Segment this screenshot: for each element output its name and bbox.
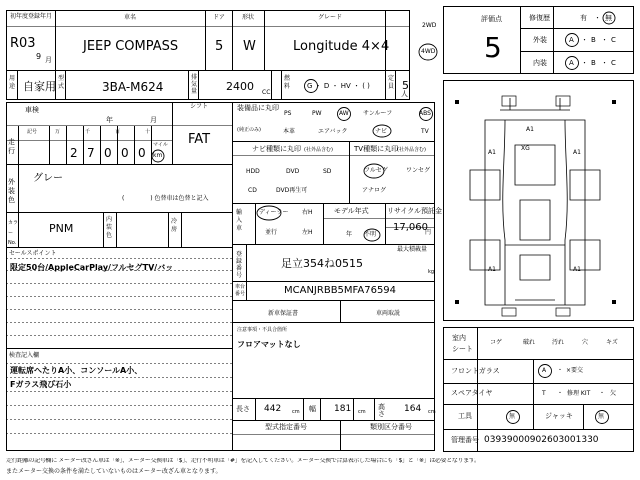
tools-value: 無 <box>509 413 516 420</box>
type-no-label: 型式指定番号 <box>265 423 307 431</box>
exterior-color: グレー <box>33 173 63 184</box>
front-glass-replace: ×要交 <box>566 367 584 374</box>
spare-sep2: ・ <box>599 390 606 397</box>
grade-label: グレード <box>318 14 343 21</box>
interior-grade-sep2: ・ <box>601 59 608 67</box>
import-parallel: 並行 <box>265 229 278 236</box>
import-right: 右H <box>302 209 313 216</box>
diagram-mark-6: A1 <box>573 266 581 273</box>
yen-unit: 円 <box>425 229 432 236</box>
model-year-unit: 年 <box>346 231 353 238</box>
history-yes: 有 <box>580 14 587 22</box>
cooling-label: 冷房 <box>171 218 178 233</box>
diagram-mark-1: A1 <box>526 126 534 133</box>
tv-oneseg: ワンセグ <box>406 167 431 174</box>
mileage-digits-header: 万 千 百 十 <box>55 129 161 135</box>
nav-cd: CD <box>248 187 257 194</box>
doors: 5 <box>215 39 224 54</box>
usage: 自家用 <box>23 80 56 93</box>
height-unit: cm <box>428 409 436 415</box>
interior-grade-sep1: ・ <box>581 59 588 67</box>
width-unit: cm <box>358 409 366 415</box>
exterior-label: 外装色 <box>8 178 15 204</box>
reg-no-label: 登録番号 <box>236 251 243 279</box>
capacity-label: 定員 <box>388 75 395 90</box>
footer-line2: またメーター交換の条件を満たしていないものはメーター改ざん車となります。 <box>6 468 222 475</box>
sales-point-label: セールスポイント <box>9 250 57 257</box>
cc-unit: CC <box>262 89 271 96</box>
mileage-header: 記号 <box>27 129 38 135</box>
exterior-grade-sep2: ・ <box>601 36 608 44</box>
spare-tire-label: スペアタイヤ <box>451 389 493 397</box>
first-reg-label: 初年度登録年月 <box>10 13 53 20</box>
width-label: 幅 <box>309 405 316 413</box>
shift: FAT <box>188 132 211 147</box>
inspection-label: 車検 <box>25 106 39 114</box>
inspector-line1: 運転席へたりA小、コンソールA小、 <box>10 366 143 375</box>
drive-4wd: 4WD <box>421 48 436 55</box>
history-label: 修復歴 <box>529 14 550 22</box>
notes-label: 注意事項・不具合箇所 <box>237 327 288 333</box>
fuel-label: 燃料 <box>284 75 291 90</box>
color-code-label: カラー No. <box>8 220 19 246</box>
nav-dvd: DVD <box>286 168 300 175</box>
recycle-fee-label: リサイクル預託金 <box>387 207 443 215</box>
equip-tv: TV <box>421 128 429 135</box>
length-unit: cm <box>292 409 300 415</box>
exterior-grade-sep1: ・ <box>581 36 588 44</box>
class-no-label: 類別区分番号 <box>370 423 412 431</box>
nav-hdd: HDD <box>246 168 260 175</box>
first-reg-month: 9 <box>36 52 42 61</box>
tools-label: 工具 <box>458 412 472 420</box>
equipment-title: 装備品に丸印 <box>237 104 279 112</box>
car-name-label: 車名 <box>124 14 137 21</box>
equip-sunroof: サンルーフ <box>363 110 393 117</box>
spare-kit: 修理 KIT <box>567 390 591 397</box>
mileage-digit-5: 0 <box>138 146 146 160</box>
height-label: 高さ <box>378 403 385 418</box>
sheet-scratch: キズ <box>606 339 618 346</box>
front-glass-label: フロントガラス <box>451 367 500 375</box>
exterior-grade-c: C <box>611 36 616 44</box>
equip-leather: 本革 <box>283 128 296 135</box>
inspection-month: 月 <box>150 116 157 124</box>
spare-sep1: ・ <box>557 390 564 397</box>
shape-label: 形状 <box>242 14 255 21</box>
score-label: 評価点 <box>481 15 502 23</box>
model-year-label: モデル年式 <box>334 207 369 215</box>
manual-label: 車両取説 <box>376 310 401 317</box>
nav-note: (社外品含む) <box>304 147 333 153</box>
exterior-grade-b: B <box>591 36 596 44</box>
score: 5 <box>484 31 502 64</box>
car-name: JEEP COMPASS <box>83 39 179 54</box>
sheet-label: 室内 シート <box>452 334 473 353</box>
recycle-fee: 17,060 <box>393 222 428 233</box>
month-unit: 月 <box>45 56 52 64</box>
interior-grade-a: A <box>569 59 574 67</box>
spare-none: 欠 <box>610 390 617 397</box>
exterior-grade-label: 外装 <box>533 36 547 44</box>
vin: MCANJRBB5MFA76594 <box>284 285 397 296</box>
equip-navi: ナビ <box>375 128 388 135</box>
equip-abs: ABS <box>419 110 431 117</box>
inspector-line2: Fガラス飛び石小 <box>10 380 72 389</box>
mgmt-no-label: 管理番号 <box>451 436 479 444</box>
fuel-options: G ・ D ・ HV ・ ( ) <box>307 82 370 90</box>
diagram-mark-2: A1 <box>488 149 496 156</box>
spare-t: T <box>542 390 546 397</box>
mileage-digit-4: 0 <box>121 146 129 160</box>
inspection-year: 年 <box>106 116 113 124</box>
front-glass-a: A <box>542 367 547 374</box>
mileage-label: 走行 <box>8 138 15 155</box>
model: 3BA-M624 <box>102 80 164 94</box>
interior-grade-c: C <box>611 59 616 67</box>
tv-fullseg: フルセグ <box>364 167 388 174</box>
capacity: 5 <box>402 79 409 92</box>
warranty-label: 新車保証書 <box>268 310 299 317</box>
history-sep: ・ <box>594 14 601 22</box>
color-note: ( ) 色替車は色替と記入 <box>122 195 209 202</box>
diagram-mark-5: XG <box>521 145 530 152</box>
model-label: 型式 <box>58 75 65 90</box>
length-label: 長さ <box>236 405 250 413</box>
color-code: PNM <box>49 222 74 235</box>
shift-label: シフト <box>190 103 209 110</box>
inspector-label: 検査記入欄 <box>9 352 40 359</box>
max-load-label: 最大積載量 <box>397 246 428 253</box>
nav-title: ナビ種類に丸印 <box>252 145 301 153</box>
mileage-digit-1: 2 <box>70 146 78 160</box>
equipment-subtitle: (純正のみ) <box>237 127 261 133</box>
mileage-digit-3: 0 <box>104 146 112 160</box>
height: 164 <box>404 404 422 414</box>
displacement-label: 排気量 <box>191 74 198 95</box>
interior-grade-label: 内装 <box>533 59 547 67</box>
history-no: 無 <box>605 14 612 22</box>
mileage-digit-2: 7 <box>87 146 95 160</box>
reg-no: 足立354ね0515 <box>281 257 363 270</box>
mile-label: マイル <box>153 142 168 148</box>
jack-value: 無 <box>598 413 605 420</box>
equip-pw: PW <box>312 110 322 117</box>
equip-airbag: エアバック <box>318 128 348 135</box>
jack-label: ジャッキ <box>545 412 573 420</box>
vin-label: 車台番号 <box>235 284 246 297</box>
tv-analog: アナログ <box>362 187 387 194</box>
diagram-mark-4: A1 <box>488 266 496 273</box>
import-label: 輸入車 <box>236 209 243 232</box>
import-dealer: ディーラー <box>259 209 289 216</box>
nav-dvd-play: DVD再生可 <box>276 187 308 194</box>
sheet-burn: コゲ <box>490 339 503 346</box>
interior-color-label: 内装色 <box>106 216 113 239</box>
equip-aw: AW <box>339 110 349 117</box>
width: 181 <box>334 404 352 414</box>
model-year-unknown: 不明 <box>364 231 377 238</box>
tv-title: TV種類に丸印 <box>354 145 399 153</box>
doors-label: ドア <box>213 14 225 21</box>
interior-grade-b: B <box>591 59 596 67</box>
length: 442 <box>264 404 282 414</box>
drive-2wd: 2WD <box>422 22 437 29</box>
notes-text: フロアマットなし <box>237 340 301 349</box>
tv-note: (社外品含む) <box>397 147 426 153</box>
import-left: 左H <box>302 229 313 236</box>
capacity-unit: 人 <box>401 90 408 98</box>
grade: Longitude 4×4 <box>293 39 390 54</box>
sheet-dirt: 汚れ <box>552 339 565 346</box>
nav-sd: SD <box>323 168 332 175</box>
equip-ps: PS <box>284 110 292 117</box>
sheet-hole: 穴 <box>582 339 589 346</box>
usage-label: 用途 <box>9 75 16 90</box>
kg-unit: kg <box>428 269 435 275</box>
front-glass-sep: ・ <box>557 367 564 374</box>
sales-point-text: 限定50台/AppleCarPlay/フルセグTV/バッ <box>10 263 174 272</box>
shape: W <box>243 39 256 54</box>
exterior-grade-a: A <box>569 36 574 44</box>
footer-line1: 走行距離の記号欄に メーター改ざん車は「※」、メーター交換車は「$」、走行不明車は「#」を記入してください。メーター交換で合算表示した場合にも「$」と「※」は必要となります。 <box>6 458 480 464</box>
displacement: 2400 <box>226 80 254 93</box>
diagram-mark-3: A1 <box>573 149 581 156</box>
first-reg-era: R03 <box>10 36 36 51</box>
sheet-tear: 破れ <box>523 339 536 346</box>
mgmt-no: 03939000902603001330 <box>484 435 599 445</box>
km-label: km <box>153 152 163 159</box>
